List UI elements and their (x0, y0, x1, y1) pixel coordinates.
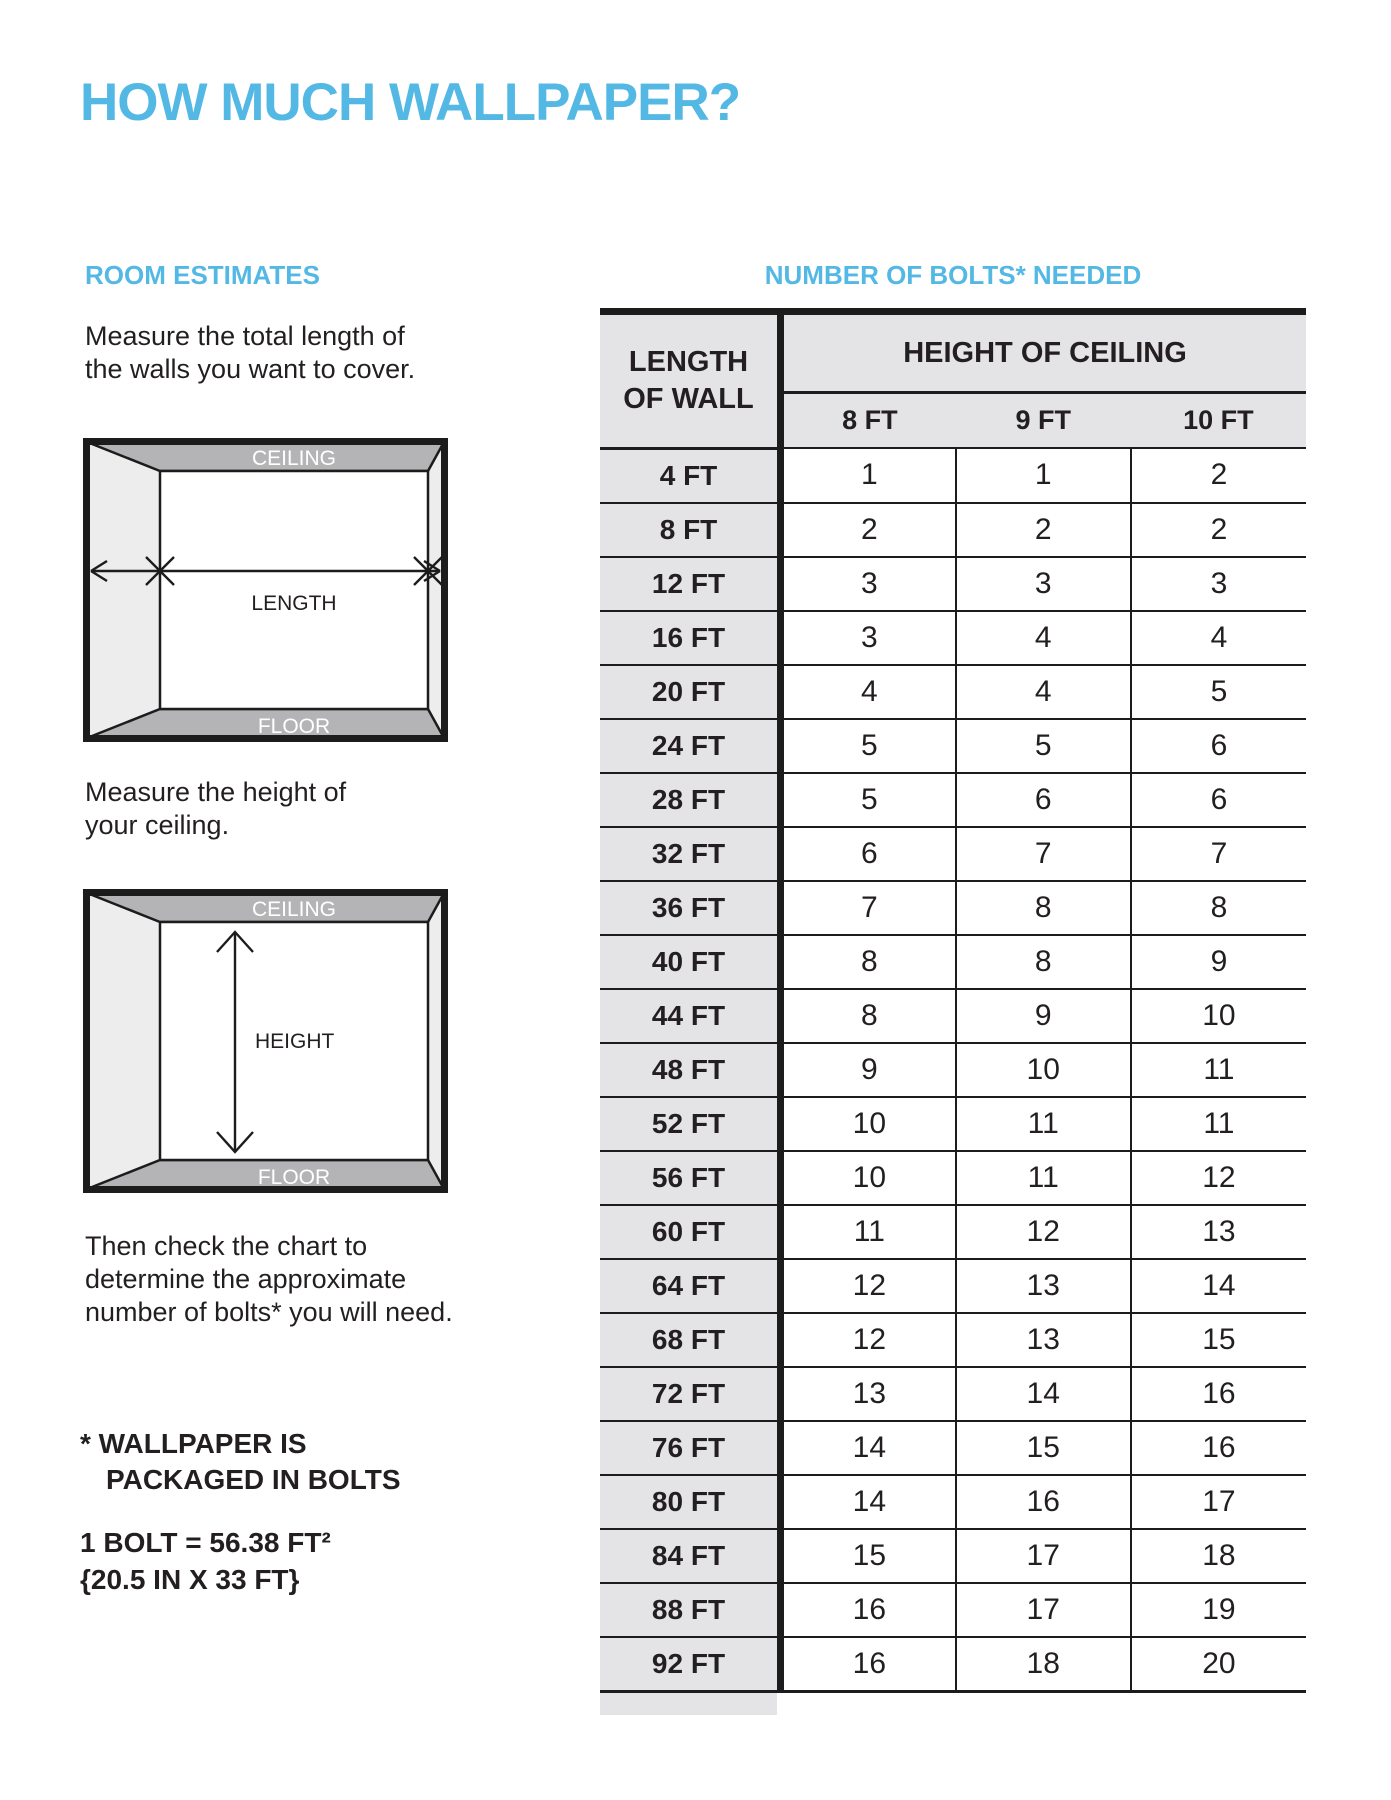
row-length-label: 36 FT (600, 881, 781, 935)
bolt-count-cell: 5 (1131, 665, 1306, 719)
bolt-count-cell: 14 (781, 1475, 956, 1529)
table-row (600, 448, 1306, 503)
bolt-count-cell: 18 (956, 1637, 1131, 1692)
bolt-count-cell: 15 (781, 1529, 956, 1583)
bolt-count-cell: 11 (956, 1097, 1131, 1151)
row-length-label: 56 FT (600, 1151, 781, 1205)
bolt-count-cell: 10 (956, 1043, 1131, 1097)
bolt-count-cell: 9 (781, 1043, 956, 1097)
step3-line1: Then check the chart to (85, 1231, 368, 1261)
table-row (600, 1259, 1306, 1313)
bolt-count-cell: 17 (956, 1583, 1131, 1637)
step1-instructions (85, 320, 415, 386)
bolt-count-cell: 20 (1131, 1637, 1306, 1692)
bolts-table-body (600, 312, 1306, 1692)
bolt-count-cell: 13 (1131, 1205, 1306, 1259)
bolt-count-cell: 5 (956, 719, 1131, 773)
bolt-count-cell: 10 (1131, 989, 1306, 1043)
table-row (600, 827, 1306, 881)
floor-label: FLOOR (257, 715, 331, 738)
page-title: HOW MUCH WALLPAPER? (80, 73, 741, 132)
bolt-count-cell: 3 (1131, 557, 1306, 611)
bolt-count-cell: 17 (956, 1529, 1131, 1583)
bolt-count-cell: 4 (781, 665, 956, 719)
bolts-table (600, 308, 1306, 1715)
bolt-count-cell: 2 (1131, 448, 1306, 503)
bolt-count-cell: 17 (1131, 1475, 1306, 1529)
row-length-label: 8 FT (600, 503, 781, 557)
table-row (600, 557, 1306, 611)
room-height-diagram (83, 889, 448, 1193)
bolt-count-cell: 6 (1131, 719, 1306, 773)
bolt-count-cell: 8 (781, 935, 956, 989)
bolt-count-cell: 14 (956, 1367, 1131, 1421)
table-row (600, 503, 1306, 557)
bolt-count-cell: 3 (956, 557, 1131, 611)
bolt-count-cell: 3 (781, 557, 956, 611)
footnote-line2: PACKAGED IN BOLTS (106, 1464, 401, 1495)
row-length-label: 84 FT (600, 1529, 781, 1583)
bolt-count-cell: 7 (781, 881, 956, 935)
row-length-label: 72 FT (600, 1367, 781, 1421)
bolt-count-cell: 13 (956, 1259, 1131, 1313)
bolt-count-cell: 18 (1131, 1529, 1306, 1583)
bolt-count-cell: 11 (956, 1151, 1131, 1205)
bolt-count-cell: 5 (781, 773, 956, 827)
row-length-label: 28 FT (600, 773, 781, 827)
row-length-label: 92 FT (600, 1637, 781, 1692)
row-length-label: 48 FT (600, 1043, 781, 1097)
table-row (600, 1367, 1306, 1421)
floor-label: FLOOR (257, 1166, 331, 1189)
bolt-count-cell: 1 (956, 448, 1131, 503)
table-row (600, 665, 1306, 719)
step3-instructions (85, 1230, 453, 1329)
bolt-count-cell: 11 (781, 1205, 956, 1259)
step2-instructions (85, 776, 346, 842)
bolt-count-cell: 10 (781, 1151, 956, 1205)
bolt-count-cell: 8 (956, 881, 1131, 935)
bolt-count-cell: 10 (781, 1097, 956, 1151)
bolt-count-cell: 2 (1131, 503, 1306, 557)
bolt-count-cell: 16 (781, 1637, 956, 1692)
table-row (600, 1529, 1306, 1583)
step3-line2: determine the approximate (85, 1264, 407, 1294)
bolt-count-cell: 16 (1131, 1421, 1306, 1475)
bolt-count-cell: 13 (781, 1367, 956, 1421)
bolt-equation-line1: 1 BOLT = 56.38 FT² (80, 1527, 331, 1558)
bolt-count-cell: 15 (1131, 1313, 1306, 1367)
bolt-count-cell: 16 (956, 1475, 1131, 1529)
bolt-count-cell: 4 (1131, 611, 1306, 665)
row-length-label: 80 FT (600, 1475, 781, 1529)
bolt-count-cell: 6 (1131, 773, 1306, 827)
table-row (600, 1421, 1306, 1475)
row-length-label: 20 FT (600, 665, 781, 719)
bolt-count-cell: 8 (956, 935, 1131, 989)
step2-line1: Measure the height of (85, 777, 347, 807)
table-row (600, 1151, 1306, 1205)
bolts-footnote (80, 1426, 401, 1498)
row-length-label: 32 FT (600, 827, 781, 881)
row-length-label: 88 FT (600, 1583, 781, 1637)
bolt-count-cell: 12 (781, 1259, 956, 1313)
table-row (600, 989, 1306, 1043)
length-of-wall-header (600, 312, 781, 449)
bolt-count-cell: 12 (1131, 1151, 1306, 1205)
bolt-count-cell: 9 (1131, 935, 1306, 989)
bolt-count-cell: 1 (781, 448, 956, 503)
bolt-count-cell: 12 (781, 1313, 956, 1367)
table-row (600, 1313, 1306, 1367)
table-row (600, 1205, 1306, 1259)
bolt-count-cell: 11 (1131, 1043, 1306, 1097)
row-length-label: 52 FT (600, 1097, 781, 1151)
bolt-count-cell: 3 (781, 611, 956, 665)
row-length-label: 24 FT (600, 719, 781, 773)
row-length-label: 68 FT (600, 1313, 781, 1367)
left-column-gray-sliver (600, 1693, 777, 1715)
bolt-count-cell: 15 (956, 1421, 1131, 1475)
length-of-wall-line2: OF WALL (623, 382, 754, 415)
bolt-count-cell: 7 (956, 827, 1131, 881)
row-length-label: 60 FT (600, 1205, 781, 1259)
table-header-row-1 (600, 312, 1306, 393)
step3-line3: number of bolts* you will need. (85, 1297, 453, 1327)
col-header-8ft: 8 FT (781, 393, 956, 449)
table-row (600, 1043, 1306, 1097)
bolt-count-cell: 11 (1131, 1097, 1306, 1151)
bolt-count-cell: 4 (956, 665, 1131, 719)
bolt-count-cell: 9 (956, 989, 1131, 1043)
table-row (600, 1637, 1306, 1692)
ceiling-label: CEILING (251, 447, 337, 470)
bolt-count-cell: 5 (781, 719, 956, 773)
step1-line2: the walls you want to cover. (85, 354, 416, 384)
row-length-label: 4 FT (600, 448, 781, 503)
row-length-label: 64 FT (600, 1259, 781, 1313)
table-row (600, 1583, 1306, 1637)
bolt-count-cell: 8 (1131, 881, 1306, 935)
row-length-label: 76 FT (600, 1421, 781, 1475)
table-row (600, 773, 1306, 827)
table-row (600, 1097, 1306, 1151)
step1-line1: Measure the total length of (85, 321, 405, 351)
table-row (600, 611, 1306, 665)
bolt-count-cell: 4 (956, 611, 1131, 665)
row-length-label: 40 FT (600, 935, 781, 989)
back-wall (160, 471, 428, 709)
table-row (600, 881, 1306, 935)
table-row (600, 719, 1306, 773)
bolt-equation-line2: {20.5 IN X 33 FT} (80, 1564, 300, 1595)
height-of-ceiling-header: HEIGHT OF CEILING (781, 312, 1307, 393)
footnote-line1: * WALLPAPER IS (80, 1428, 307, 1459)
ceiling-label: CEILING (251, 898, 337, 921)
bolts-needed-table (600, 308, 1306, 1693)
bolt-count-cell: 13 (956, 1313, 1131, 1367)
col-header-9ft: 9 FT (956, 393, 1131, 449)
bolt-count-cell: 6 (781, 827, 956, 881)
room-length-diagram (83, 438, 448, 742)
bolt-count-cell: 16 (781, 1583, 956, 1637)
bolt-count-cell: 8 (781, 989, 956, 1043)
bolt-equation (80, 1524, 331, 1598)
row-length-label: 16 FT (600, 611, 781, 665)
step2-line2: your ceiling. (85, 810, 230, 840)
bolt-count-cell: 19 (1131, 1583, 1306, 1637)
height-label: HEIGHT (255, 1030, 335, 1053)
length-label: LENGTH (251, 592, 337, 615)
bolt-count-cell: 2 (956, 503, 1131, 557)
bolt-count-cell: 12 (956, 1205, 1131, 1259)
length-of-wall-line1: LENGTH (628, 345, 749, 378)
table-row (600, 1475, 1306, 1529)
bolt-count-cell: 6 (956, 773, 1131, 827)
room-estimates-heading: ROOM ESTIMATES (85, 260, 320, 290)
bolt-count-cell: 2 (781, 503, 956, 557)
bolt-count-cell: 16 (1131, 1367, 1306, 1421)
bolt-count-cell: 14 (1131, 1259, 1306, 1313)
row-length-label: 44 FT (600, 989, 781, 1043)
col-header-10ft: 10 FT (1131, 393, 1306, 449)
bolt-count-cell: 14 (781, 1421, 956, 1475)
bolt-count-cell: 7 (1131, 827, 1306, 881)
bolts-needed-heading: NUMBER OF BOLTS* NEEDED (764, 260, 1142, 290)
table-row (600, 935, 1306, 989)
row-length-label: 12 FT (600, 557, 781, 611)
